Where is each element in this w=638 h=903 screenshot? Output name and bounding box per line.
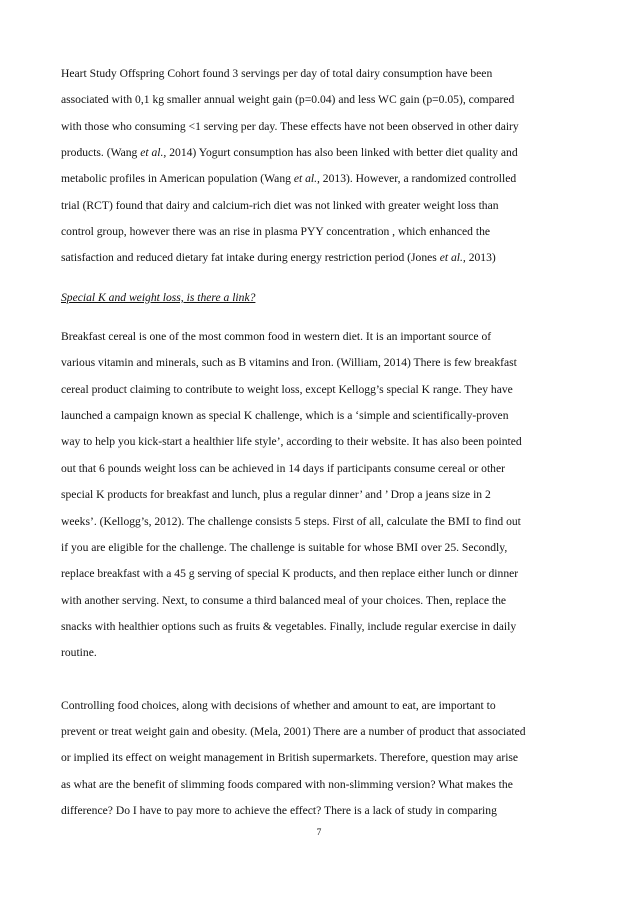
page-number: 7 — [316, 828, 322, 838]
text-line: products. (Wang et al., 2014) Yogurt consumption has also been linked with better diet quality and — [61, 146, 518, 160]
text-line: with another serving. Next, to consume a third balanced meal of your choices. Then, replace the — [61, 593, 507, 607]
paragraph-food-choices — [61, 693, 581, 825]
paragraph-special-k — [61, 324, 581, 666]
text-line: Controlling food choices, along with decisions of whether and amount to eat, are important to — [61, 698, 496, 712]
text-line: if you are eligible for the challenge. The challenge is suitable for whose BMI over 25. Secondly, — [61, 540, 508, 554]
text-line: way to help you kick-start a healthier life style’, according to their website. It has also been pointed — [61, 435, 522, 449]
text-line: Heart Study Offspring Cohort found 3 servings per day of total dairy consumption have been — [61, 67, 493, 80]
text-line: various vitamin and minerals, such as B vitamins and Iron. (William, 2014) There is few breakfast — [61, 356, 517, 370]
italic-text: et al., — [140, 146, 167, 160]
text-line: with those who consuming <1 serving per day. These effects have not been observed in other dairy — [61, 119, 519, 133]
text-line: or implied its effect on weight management in British supermarkets. Therefore, question may arise — [61, 751, 519, 765]
paragraph-dairy-studies — [61, 61, 581, 272]
text-line: launched a campaign known as special K challenge, which is a ‘simple and scientifically-proven — [61, 409, 509, 423]
document-body — [61, 61, 581, 824]
text-line: trial (RCT) found that dairy and calcium-rich diet was not linked with greater weight loss than — [61, 198, 499, 212]
spacer — [61, 311, 581, 324]
text-line: cereal product claiming to contribute to weight loss, except Kellogg’s special K range. They have — [61, 382, 513, 396]
text-line: routine. — [61, 646, 97, 660]
section-heading: Special K and weight loss, is there a link? — [61, 290, 256, 304]
italic-text: et al., — [293, 172, 320, 186]
text-line: replace breakfast with a 45 g serving of special K products, and then replace either lunch or dinner — [61, 567, 519, 581]
text-line: difference? Do I have to pay more to achieve the effect? There is a lack of study in comparing — [61, 803, 497, 817]
text-line: prevent or treat weight gain and obesity. (Mela, 2001) There are a number of product that associated — [61, 724, 526, 738]
text-line: as what are the benefit of slimming foods compared with non-slimming version? What makes the — [61, 777, 513, 791]
text-line: associated with 0,1 kg smaller annual weight gain (p=0.04) and less WC gain (p=0.05), compared — [61, 93, 515, 107]
text-line: snacks with healthier options such as fruits & vegetables. Finally, include regular exercise in daily — [61, 619, 517, 633]
spacer — [61, 272, 581, 285]
italic-text: et al., — [439, 251, 466, 265]
text-line: out that 6 pounds weight loss can be achieved in 14 days if participants consume cereal or other — [61, 461, 505, 475]
text-line: special K products for breakfast and lunch, plus a regular dinner’ and ’ Drop a jeans size in 2 — [61, 488, 491, 502]
text-line: weeks’. (Kellogg’s, 2012). The challenge consists 5 steps. First of all, calculate the BMI to find out — [61, 514, 521, 528]
text-line: control group, however there was an rise in plasma PYY concentration , which enhanced the — [61, 225, 491, 239]
text-line: metabolic profiles in American population (Wang et al., 2013). However, a randomized controlled — [61, 172, 517, 186]
spacer — [61, 667, 581, 693]
text-line: satisfaction and reduced dietary fat intake during energy restriction period (Jones et al., 2013) — [61, 251, 496, 265]
text-line: Breakfast cereal is one of the most common food in western diet. It is an important source of — [61, 330, 492, 344]
